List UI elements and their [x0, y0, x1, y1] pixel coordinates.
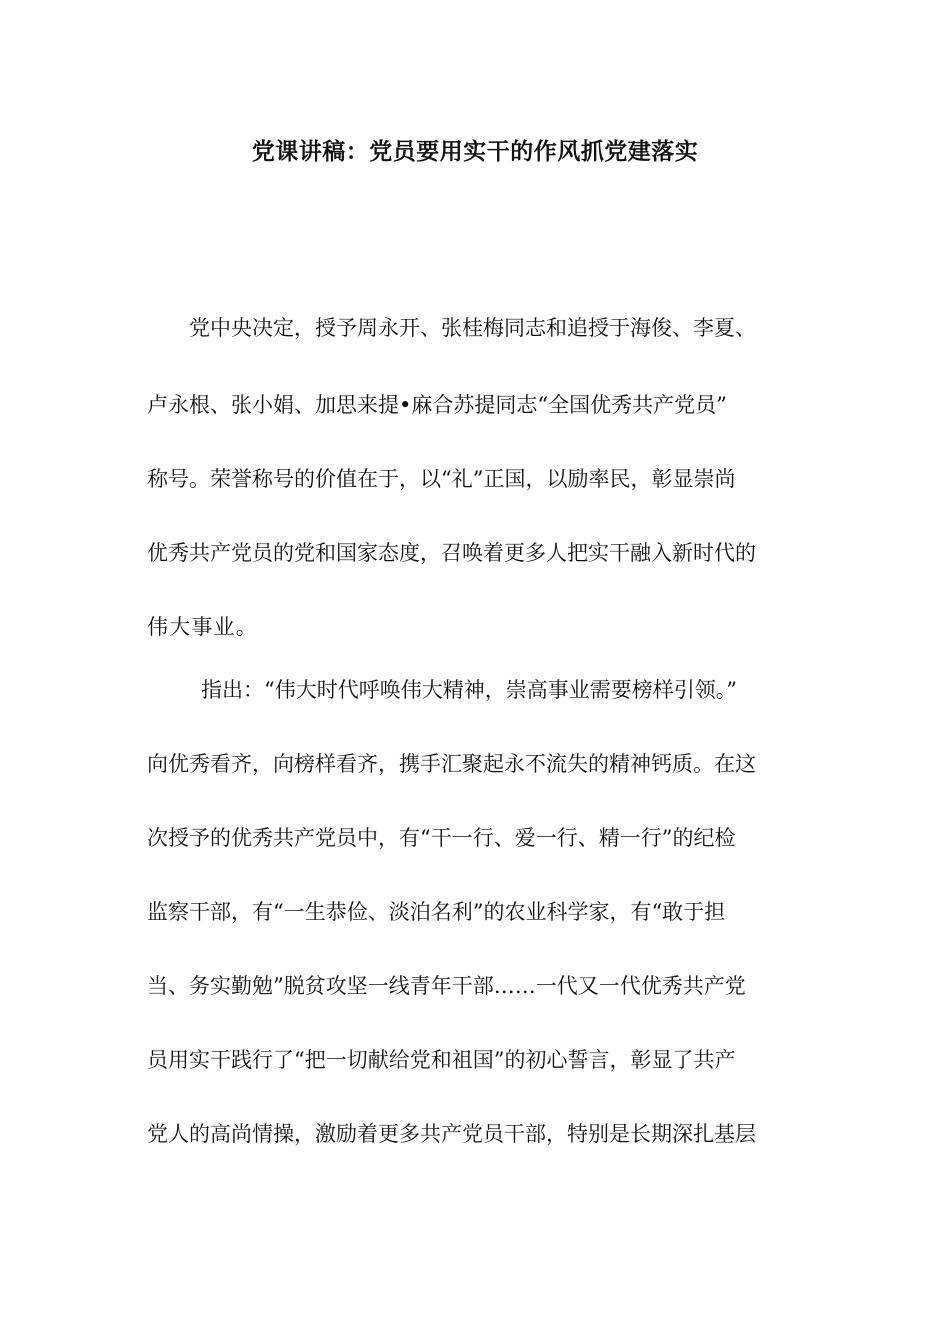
text-line: 党人的高尚情操，激励着更多共产党员干部，特别是长期深扎基层: [147, 1122, 756, 1146]
text-line: 当、务实勤勉”脱贫攻坚一线青年干部……一代又一代优秀共产党: [147, 974, 746, 998]
text-line: 党中央决定，授予周永开、张桂梅同志和追授于海俊、李夏、: [189, 316, 756, 340]
text-line: 次授予的优秀共产党员中，有“干一行、爱一行、精一行”的纪检: [147, 826, 736, 850]
text-line: 员用实干践行了“把一切献给党和祖国”的初心誓言，彰显了共产: [147, 1048, 736, 1072]
text-line: 向优秀看齐，向榜样看齐，携手汇聚起永不流失的精神钙质。在这: [147, 752, 756, 776]
text-line: 卢永根、张小娟、加思来提•麻合苏提同志“全国优秀共产党员”: [147, 393, 727, 417]
text-line: 伟大事业。: [147, 615, 258, 639]
text-line: 指出：“伟大时代呼唤伟大精神，崇高事业需要榜样引领。”: [201, 678, 737, 702]
document-title: 党课讲稿：党员要用实干的作风抓党建落实: [251, 139, 699, 165]
text-line: 监察干部，有“一生恭俭、淡泊名利”的农业科学家，有“敢于担: [147, 900, 726, 924]
text-line: 称号。荣誉称号的价值在于，以“礼”正国，以励率民，彰显崇尚: [147, 467, 736, 491]
text-line: 优秀共产党员的党和国家态度，召唤着更多人把实干融入新时代的: [147, 541, 756, 565]
